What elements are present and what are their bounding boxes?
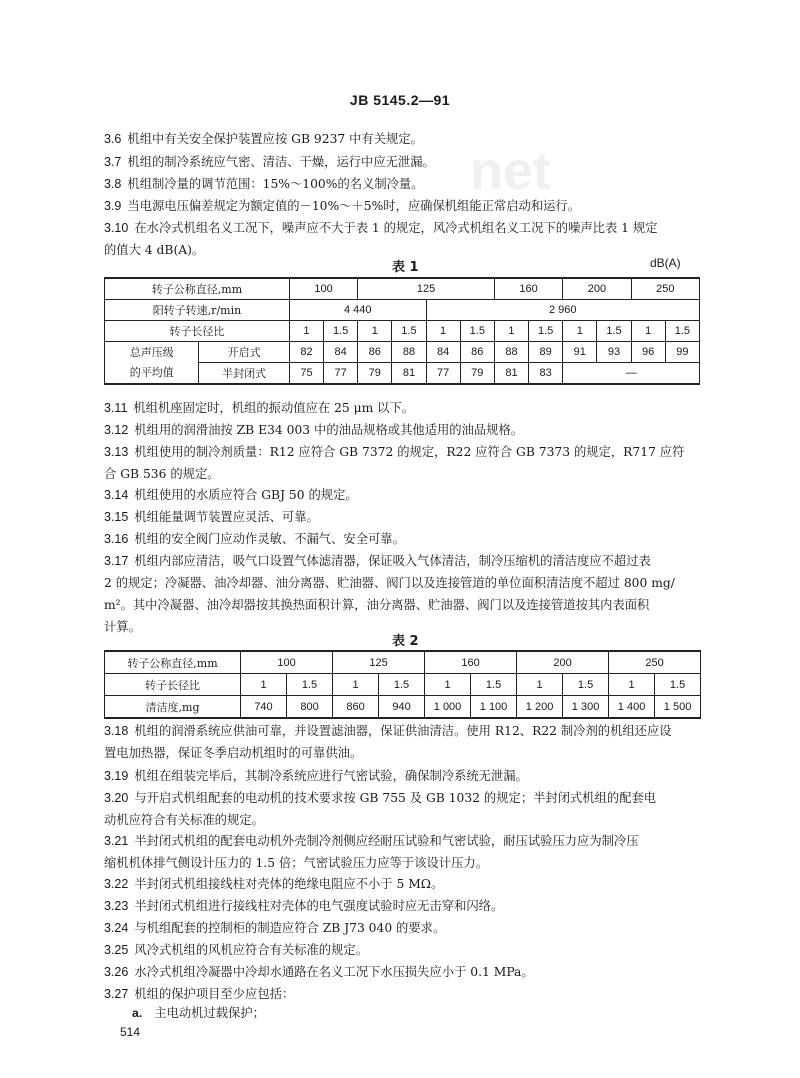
clause-number: 3.15 [104,510,129,524]
table-cell: 1.5 [665,321,699,342]
table-cell: 91 [563,342,597,363]
clause-3-27 [104,983,704,1005]
clause-3-9 [104,195,704,217]
group-label-line: 总声压级 [129,345,174,359]
table-cell: 88 [392,342,426,363]
table-cell: 1.5 [324,321,358,342]
table-cell: 77 [426,363,460,385]
clause-3-7 [104,151,704,173]
table-cell: 1 [333,674,379,696]
table-cell: 84 [324,342,358,363]
clause-text: 机组能量调节装置应灵活、可靠。 [134,510,319,524]
row-label: 开启式 [199,342,289,363]
row-label: 转子长径比 [105,674,241,696]
clause-number: 3.11 [104,401,128,415]
clause-3-10 [104,217,704,261]
clause-text: 机组使用的水质应符合 GBJ 50 的规定。 [134,488,358,502]
list-item [132,1003,265,1021]
clause-text: 机组的保护项目至少应包括： [134,987,295,1001]
clause-number: 3.9 [104,199,122,213]
table-cell: 1 100 [471,696,517,719]
table-cell: 125 [333,651,425,674]
table-cell: 160 [425,651,517,674]
clause-number: 3.24 [104,921,129,935]
table-cell: 1 300 [563,696,609,719]
row-label: 半封闭式 [199,363,289,385]
clause-number: 3.18 [104,724,129,738]
clause-3-22 [104,873,704,895]
clause-continuation: m²。其中冷凝器、油冷却器按其换热面积计算，油分离器、贮油器、阀门以及连接管道按其内表面积 [104,598,650,612]
table-cell: 1 [563,321,597,342]
table-cell: 1.5 [563,674,609,696]
table-cell: 1 [517,674,563,696]
row-label: 阳转子转速,r/min [105,300,290,321]
clause-text: 机组内部应清洁，吸气口设置气体滤清器，保证吸入气体清洁，制冷压缩机的清洁度应不超过表 [134,554,651,568]
noise-table [104,277,700,385]
clause-number: 3.10 [104,221,129,235]
clause-text: 在水冷式机组名义工况下，噪声应不大于表 1 的规定，风冷式机组名义工况下的噪声比表 1 规定 [134,221,658,235]
clause-text: 机组的制冷系统应气密、清洁、干燥，运行中应无泄漏。 [127,155,435,169]
clause-3-8 [104,173,704,195]
table-row [105,321,700,342]
clause-3-20 [104,787,704,831]
table-cell: 160 [494,278,562,300]
clause-text: 机组使用的制冷剂质量：R12 应符合 GB 7372 的规定，R22 应符合 GB 7373 的规定，R717 应符 [134,445,685,459]
table1-caption: 表 1 [392,260,419,275]
table-cell: 1 [289,321,323,342]
table-cell: 93 [597,342,631,363]
table-row [105,300,700,321]
row-label: 转子公称直径,mm [105,278,290,300]
table-cell: 200 [563,278,631,300]
table-cell: 79 [358,363,392,385]
clause-3-16 [104,528,704,550]
clause-text: 与机组配套的控制柜的制造应符合 ZB J73 040 的要求。 [134,921,446,935]
clause-text: 半封闭式机组的配套电动机外壳制冷剂侧应经耐压试验和气密试验，耐压试验压力应为制冷压 [134,834,639,848]
clause-3-18 [104,720,704,764]
table-cell: 800 [287,696,333,719]
table1-unit: dB(A) [650,256,681,270]
list-item-text: 主电动机过载保护； [154,1006,265,1020]
document-header: JB 5145.2—91 [349,92,451,108]
clause-continuation: 的值大 4 dB(A)。 [104,243,205,257]
table-cell: 96 [631,342,665,363]
table-cell: 83 [529,363,563,385]
table-cell: 4 440 [289,300,426,321]
table-cell: 75 [289,363,323,385]
table-cell: 100 [241,651,333,674]
clause-3-21 [104,830,704,874]
table-cell: 250 [631,278,699,300]
row-label: 清洁度,mg [105,696,241,719]
clause-3-14 [104,484,704,506]
clause-number: 3.20 [104,791,129,805]
table2-caption: 表 2 [392,634,419,649]
clause-continuation: 计算。 [104,620,141,634]
clause-text: 机组在组装完毕后，其制冷系统应进行气密试验，确保制冷系统无泄漏。 [134,769,528,783]
clause-3-26 [104,961,704,983]
page-number: 514 [120,1025,141,1039]
clause-text: 风冷式机组的风机应符合有关标准的规定。 [134,943,368,957]
clause-3-17 [104,550,704,638]
table-cell: 1.5 [379,674,425,696]
clause-text: 机组的润滑系统应供油可靠，并设置滤油器，保证供油清洁。使用 R12、R22 制冷剂的机组还应设 [134,724,672,738]
table-cell: 1.5 [655,674,701,696]
clause-3-25 [104,939,704,961]
table-cell: 79 [460,363,494,385]
clause-text: 水冷式机组冷凝器中冷却水通路在名义工况下水压损失应小于 0.1 MPa。 [134,965,534,979]
table-cell: 940 [379,696,425,719]
watermark: net [470,141,551,201]
clause-text: 半封闭式机组进行接线柱对壳体的电气强度试验时应无击穿和闪络。 [134,899,504,913]
clause-3-12 [104,419,704,441]
row-label: 转子公称直径,mm [105,651,241,674]
clause-number: 3.25 [104,943,129,957]
table-cell: 200 [517,651,609,674]
table-cell: 2 960 [426,300,699,321]
table-cell: 1 200 [517,696,563,719]
table-row [105,674,701,696]
table-row [105,278,700,300]
clause-number: 3.14 [104,488,129,502]
clause-number: 3.22 [104,877,129,891]
table-cell: 1.5 [460,321,494,342]
table-cell: 740 [241,696,287,719]
table-cell: 99 [665,342,699,363]
table-cell: 1 [494,321,528,342]
clause-number: 3.12 [104,423,129,437]
clause-number: 3.13 [104,445,129,459]
table-cell: 86 [358,342,392,363]
clause-continuation: 置电加热器，保证冬季启动机组时的可靠供油。 [104,746,363,760]
table-cell: 860 [333,696,379,719]
table-cell: 1 000 [425,696,471,719]
table-cell: 1 400 [609,696,655,719]
table-cell: 1.5 [597,321,631,342]
table-cell: 1 [631,321,665,342]
table-cell: 1 [609,674,655,696]
table-cell: 81 [494,363,528,385]
cleanliness-table [104,650,701,719]
clause-text: 机组中有关安全保护装置应按 GB 9237 中有关规定。 [127,132,423,146]
clause-text: 半封闭式机组接线柱对壳体的绝缘电阻应不小于 5 MΩ。 [134,877,444,891]
clause-number: 3.26 [104,965,129,979]
clause-continuation: 缩机机体排气侧设计压力的 1.5 倍；气密试验压力应等于该设计压力。 [104,856,488,870]
clause-number: 3.17 [104,554,129,568]
table-cell: — [563,363,700,385]
table-cell: 1 [241,674,287,696]
table-cell: 250 [609,651,701,674]
table-cell: 125 [358,278,495,300]
table-cell: 100 [289,278,357,300]
clause-text: 机组制冷量的调节范围：15%～100%的名义制冷量。 [127,177,424,191]
clause-continuation: 动机应符合有关标准的规定。 [104,813,264,827]
clause-continuation: 2 的规定；冷凝器、油冷却器、油分离器、贮油器、阀门以及连接管道的单位面积清洁度不超过 800 mg/ [104,576,675,590]
clause-continuation: 合 GB 536 的规定。 [104,467,220,481]
table-cell: 1 [358,321,392,342]
table-cell: 88 [494,342,528,363]
clause-3-6 [104,128,704,150]
clause-3-13 [104,441,704,485]
clause-number: 3.7 [104,155,122,169]
clause-3-19 [104,765,704,787]
table-cell: 86 [460,342,494,363]
table-row [105,651,701,674]
table-row [105,342,700,363]
clause-number: 3.21 [104,834,129,848]
clause-3-23 [104,895,704,917]
table-cell: 82 [289,342,323,363]
table-cell: 81 [392,363,426,385]
group-label [105,342,199,385]
table-cell: 1 [425,674,471,696]
clause-number: 3.19 [104,769,129,783]
clause-number: 3.6 [104,132,122,146]
table-cell: 84 [426,342,460,363]
clause-3-24 [104,917,704,939]
clause-text: 机组用的润滑油按 ZB E34 003 中的油品规格或其他适用的油品规格。 [134,423,524,437]
row-label: 转子长径比 [105,321,290,342]
table-cell: 1.5 [392,321,426,342]
table-cell: 1 500 [655,696,701,719]
clause-number: 3.23 [104,899,129,913]
list-item-label: a. [132,1006,143,1020]
clause-number: 3.8 [104,177,122,191]
clause-text: 当电源电压偏差规定为额定值的－10%～＋5%时，应确保机组能正常启动和运行。 [127,199,581,213]
table-cell: 77 [324,363,358,385]
clause-number: 3.27 [104,987,129,1001]
table-row [105,696,701,719]
clause-text: 与开启式机组配套的电动机的技术要求按 GB 755 及 GB 1032 的规定；半封闭式机组的配套电 [134,791,657,805]
table-cell: 1.5 [287,674,333,696]
table-cell: 1.5 [471,674,517,696]
clause-number: 3.16 [104,532,129,546]
clause-text: 机组机座固定时，机组的振动值应在 25 μm 以下。 [133,401,415,415]
table-cell: 1.5 [529,321,563,342]
clause-3-15 [104,506,704,528]
group-label-line: 的平均值 [129,365,174,379]
table-cell: 89 [529,342,563,363]
clause-text: 机组的安全阀门应动作灵敏、不漏气、安全可靠。 [134,532,405,546]
table-cell: 1 [426,321,460,342]
clause-3-11 [104,397,704,419]
